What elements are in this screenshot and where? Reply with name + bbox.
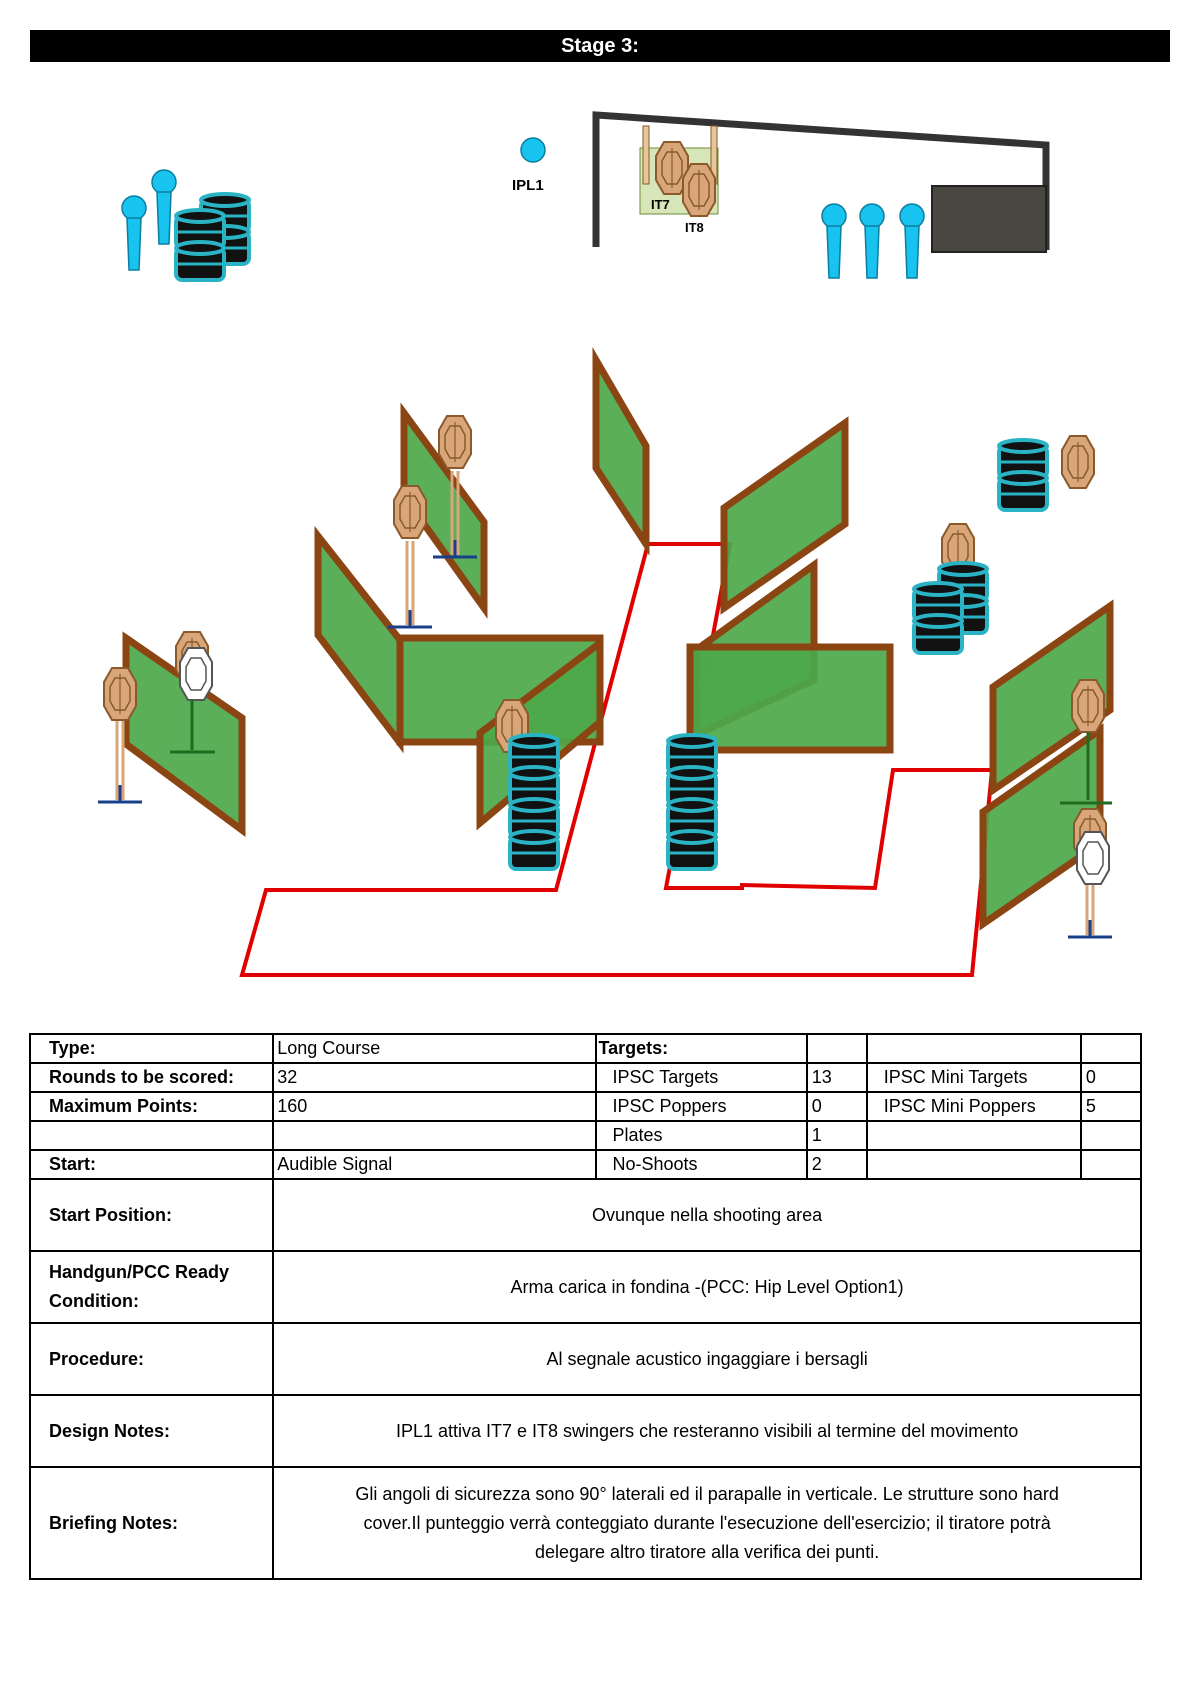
design-notes-label: Design Notes: bbox=[30, 1395, 273, 1467]
barrel-stack-center bbox=[668, 735, 716, 869]
procedure-value: Al segnale acustico ingaggiare i bersagli bbox=[273, 1323, 1141, 1395]
mini-poppers-label: IPSC Mini Poppers bbox=[867, 1092, 1081, 1121]
rounds-label: Rounds to be scored: bbox=[30, 1063, 273, 1092]
swinger-target-it8 bbox=[683, 164, 715, 216]
ipsc-targets-value: 13 bbox=[807, 1063, 867, 1092]
barrel-stack-right-middle bbox=[914, 563, 987, 653]
popper-top-left-2 bbox=[152, 170, 176, 244]
briefing-notes-value: Gli angoli di sicurezza sono 90° laterali ed il parapalle in verticale. Le strutture sono hard cover.Il punteggio verrà conteggiato durante l'esecuzione dell'esercizio; il tiratore potrà delegare altro tiratore alla verifica dei punti. bbox=[273, 1467, 1141, 1579]
wall-right-upper bbox=[724, 423, 845, 608]
barrel-stack-right-upper bbox=[999, 440, 1047, 510]
target-left-middle bbox=[388, 486, 432, 627]
type-label: Type: bbox=[30, 1034, 273, 1063]
target-far-right-lower bbox=[1068, 809, 1112, 937]
barrel-stack-center-left bbox=[510, 735, 558, 869]
ready-condition-label: Handgun/PCC Ready Condition: bbox=[30, 1251, 273, 1323]
plates-value: 1 bbox=[807, 1121, 867, 1150]
it8-label: IT8 bbox=[685, 220, 704, 235]
wall-center-right bbox=[690, 647, 890, 750]
popper-top-right-2 bbox=[860, 204, 884, 278]
targets-label: Targets: bbox=[596, 1034, 807, 1063]
briefing-notes-label: Briefing Notes: bbox=[30, 1467, 273, 1579]
stage-title: Stage 3: bbox=[30, 30, 1170, 62]
wall-upper-middle bbox=[596, 360, 646, 544]
dark-panel bbox=[932, 186, 1046, 252]
rounds-value: 32 bbox=[273, 1063, 595, 1092]
popper-top-right-3 bbox=[900, 204, 924, 278]
design-notes-value: IPL1 attiva IT7 e IT8 swingers che resteranno visibili al termine del movimento bbox=[273, 1395, 1141, 1467]
popper-top-left-1 bbox=[122, 196, 146, 270]
stage-diagram bbox=[0, 70, 1191, 1000]
max-points-label: Maximum Points: bbox=[30, 1092, 273, 1121]
ipsc-targets-label: IPSC Targets bbox=[596, 1063, 807, 1092]
ipl1-label: IPL1 bbox=[512, 177, 544, 194]
max-points-value: 160 bbox=[273, 1092, 595, 1121]
ipl1-activator bbox=[521, 138, 545, 162]
start-label: Start: bbox=[30, 1150, 273, 1179]
wall-left-middle bbox=[318, 536, 400, 743]
start-position-label: Start Position: bbox=[30, 1179, 273, 1251]
no-shoots-value: 2 bbox=[807, 1150, 867, 1179]
ready-condition-value: Arma carica in fondina -(PCC: Hip Level Option1) bbox=[273, 1251, 1141, 1323]
stage-info-table bbox=[29, 1033, 1142, 1580]
mini-poppers-value: 5 bbox=[1081, 1092, 1141, 1121]
it7-label: IT7 bbox=[651, 197, 670, 212]
barrel-stack-top-left bbox=[176, 194, 249, 280]
plates-label: Plates bbox=[596, 1121, 807, 1150]
no-shoots-label: No-Shoots bbox=[596, 1150, 807, 1179]
start-value: Audible Signal bbox=[273, 1150, 595, 1179]
mini-targets-label: IPSC Mini Targets bbox=[867, 1063, 1081, 1092]
type-value: Long Course bbox=[273, 1034, 595, 1063]
procedure-label: Procedure: bbox=[30, 1323, 273, 1395]
start-position-value: Ovunque nella shooting area bbox=[273, 1179, 1141, 1251]
ipsc-poppers-value: 0 bbox=[807, 1092, 867, 1121]
target-right-upper bbox=[1062, 436, 1094, 488]
mini-targets-value: 0 bbox=[1081, 1063, 1141, 1092]
ipsc-poppers-label: IPSC Poppers bbox=[596, 1092, 807, 1121]
popper-top-right-1 bbox=[822, 204, 846, 278]
